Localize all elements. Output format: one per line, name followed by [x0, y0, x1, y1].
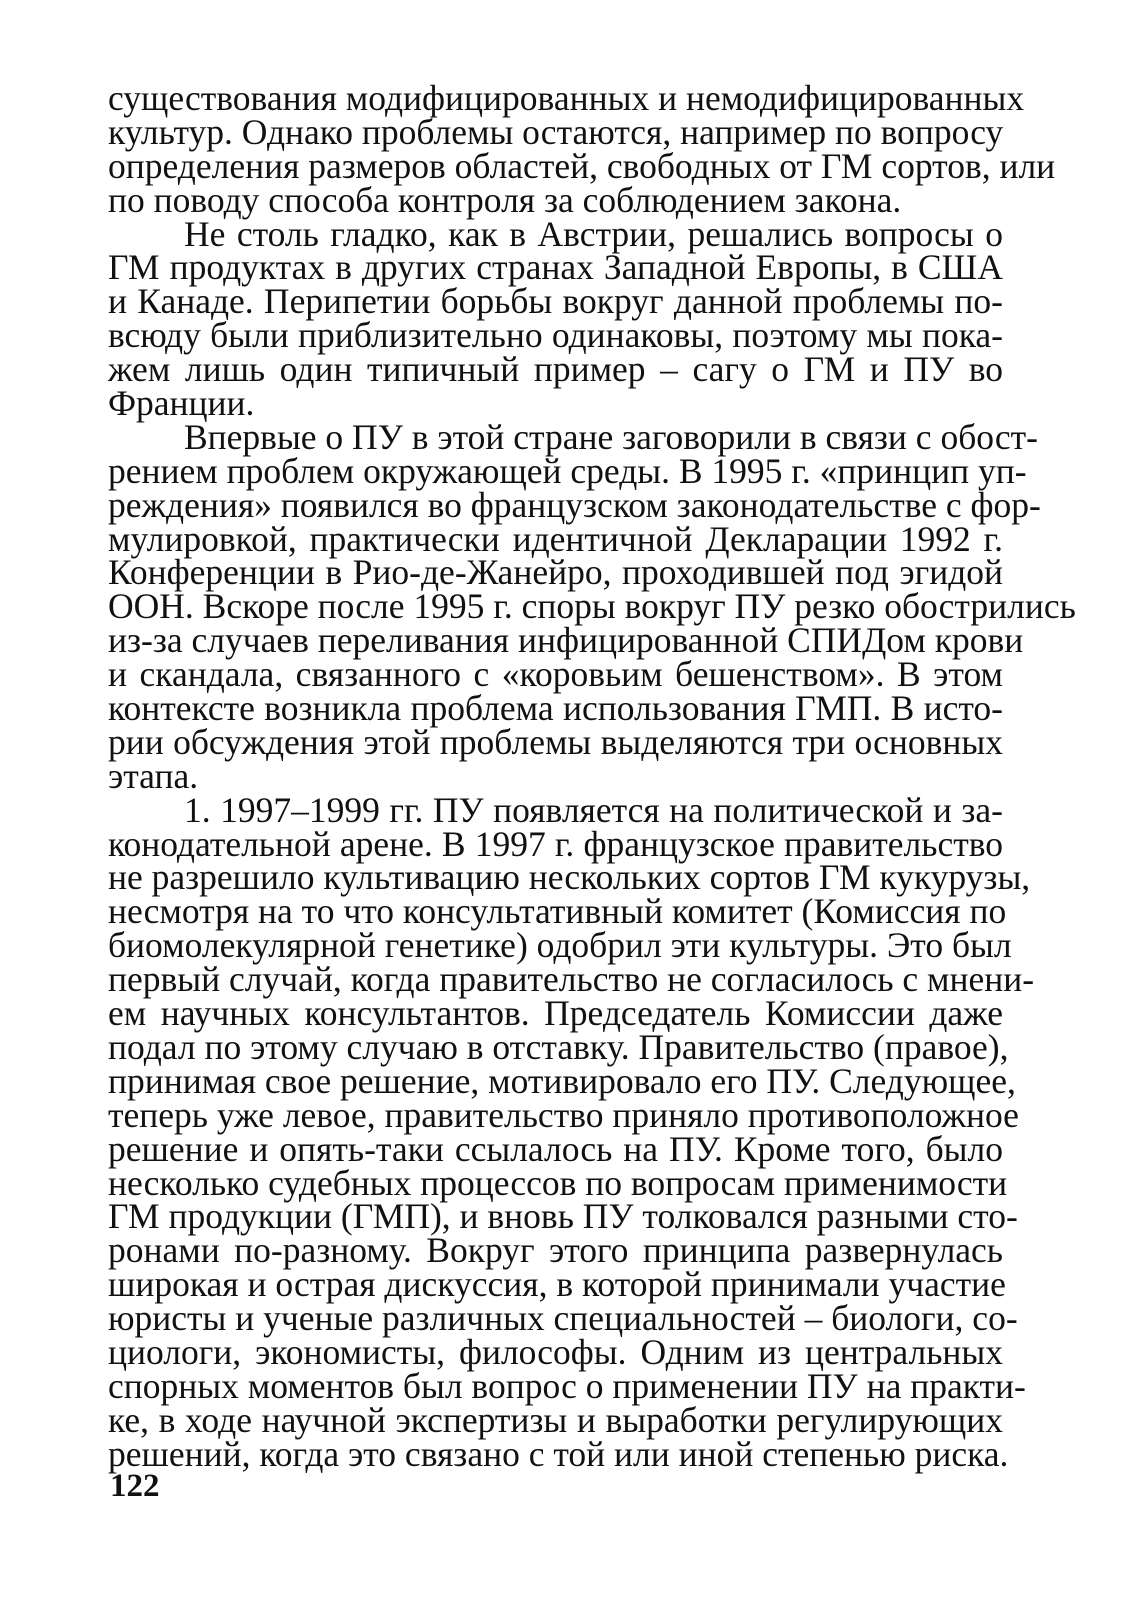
- text-line: мулировкой, практически идентичной Декларации 1992 г.: [108, 518, 1003, 559]
- text-line: существования модифицированных и немодифицированных: [108, 78, 1025, 118]
- text-line: и Канаде. Перипетии борьбы вокруг данной проблемы по-: [108, 281, 1003, 322]
- text-line: широкая и острая дискуссия, в которой принимали участие: [108, 1264, 1006, 1305]
- text-line: спорных моментов был вопрос о применении ПУ на практи-: [108, 1365, 1026, 1406]
- text-line: ем научных консультантов. Председатель Комиссии даже: [108, 993, 1003, 1034]
- text-line: Конференции в Рио-де-Жанейро, проходившей под эгидой: [108, 552, 1003, 593]
- text-line: рением проблем окружающей среды. В 1995 г. «принцип уп-: [108, 450, 1027, 491]
- text-line: не разрешило культивацию нескольких сортов ГМ кукурузы,: [108, 857, 1031, 898]
- text-line: несколько судебных процессов по вопросам применимости: [108, 1162, 1008, 1203]
- text-line: ке, в ходе научной экспертизы и выработки регулирующих: [108, 1399, 1003, 1440]
- text-line: ронами по-разному. Вокруг этого принципа развернулась: [108, 1230, 1003, 1271]
- text-line: Франции.: [108, 383, 255, 424]
- text-line: всюду были приблизительно одинаковы, поэтому мы пока-: [108, 315, 1003, 356]
- text-line: этапа.: [108, 755, 199, 796]
- text-line: биомолекулярной генетике) одобрил эти культуры. Это был: [108, 925, 1012, 966]
- text-line: ГМ продукции (ГМП), и вновь ПУ толковался разными сто-: [108, 1196, 1018, 1237]
- page-body: [108, 78, 1076, 1474]
- page-number: 122: [110, 1468, 160, 1504]
- text-line: реждения» появился во французском законодательстве с фор-: [108, 484, 1041, 525]
- paragraph: [108, 213, 1003, 424]
- text-line: и скандала, связанного с «коровьим бешенством». В этом: [108, 654, 1003, 695]
- text-line: ГМ продуктах в других странах Западной Европы, в США: [108, 247, 1003, 288]
- text-line: определения размеров областей, свободных от ГМ сортов, или: [108, 145, 1056, 186]
- paragraph: [108, 789, 1035, 1474]
- text-line: по поводу способа контроля за соблюдением закона.: [108, 179, 902, 220]
- text-line: жем лишь один типичный пример – сагу о ГМ и ПУ во: [108, 349, 1003, 390]
- text-line: культур. Однако проблемы остаются, например по вопросу: [108, 111, 1004, 152]
- text-line: подал по этому случаю в отставку. Правительство (правое),: [108, 1026, 1009, 1067]
- paragraph: [108, 416, 1076, 796]
- text-line: Не столь гладко, как в Австрии, решались вопросы о: [184, 213, 1003, 254]
- text-line: рии обсуждения этой проблемы выделяются три основных: [108, 721, 1003, 762]
- text-line: конодательной арене. В 1997 г. французское правительство: [108, 823, 1003, 864]
- paragraph: [108, 78, 1056, 220]
- text-line: юристы и ученые различных специальностей – биологи, со-: [108, 1298, 1018, 1339]
- text-line: несмотря на то что консультативный комитет (Комиссия по: [108, 891, 1007, 932]
- text-line: ООН. Вскоре после 1995 г. споры вокруг ПУ резко обострились: [108, 586, 1076, 627]
- text-line: Впервые о ПУ в этой стране заговорили в связи с обост-: [184, 416, 1038, 457]
- text-line: 1. 1997–1999 гг. ПУ появляется на политической и за-: [184, 789, 1003, 830]
- text-line: теперь уже левое, правительство приняло противоположное: [108, 1094, 1019, 1135]
- text-line: решение и опять-таки ссылалось на ПУ. Кроме того, было: [108, 1128, 1003, 1169]
- text-line: принимая свое решение, мотивировало его ПУ. Следующее,: [108, 1060, 1016, 1101]
- text-line: контексте возникла проблема использования ГМП. В исто-: [108, 688, 1003, 729]
- text-line: циологи, экономисты, философы. Одним из центральных: [108, 1331, 1003, 1372]
- text-line: из-за случаев переливания инфицированной СПИДом крови: [108, 620, 1024, 661]
- text-line: решений, когда это связано с той или иной степенью риска.: [108, 1433, 1009, 1474]
- text-line: первый случай, когда правительство не согласилось с мнени-: [108, 959, 1035, 1000]
